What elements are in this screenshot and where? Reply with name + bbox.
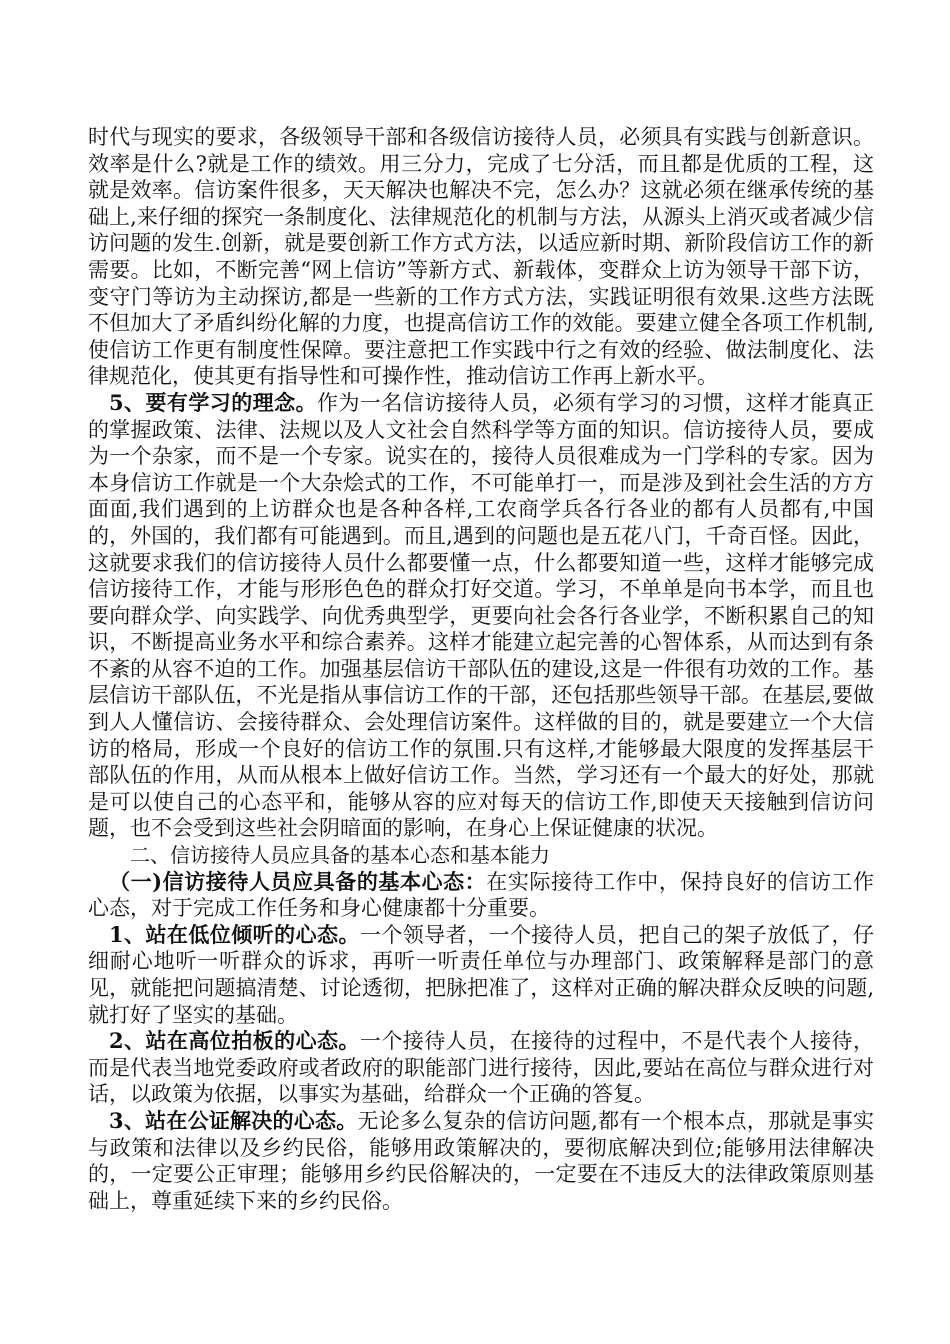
paragraph-high-position (88, 1028, 874, 1108)
paragraph-low-position-body: 一个领导者，一个接待人员，把自己的架子放低了，仔细耐心地听一听群众的诉求，再听一听责任单位与办理部门、政策解释是部门的意见，就能把问题搞清楚、讨论透彻，把脉把准了，这样对正确的解决群众反映的问题,就打好了坚实的基础。 (88, 922, 874, 1027)
paragraph-learning-lead: 5、要有学习的理念。 (109, 389, 318, 415)
paragraph-basic-mindset (88, 869, 874, 922)
paragraph-fair-resolution (88, 1108, 874, 1214)
paragraph-fair-resolution-lead: 3、站在公证解决的心态。 (109, 1107, 358, 1133)
paragraph-low-position-lead: 1、站在低位倾听的心态。 (109, 921, 360, 947)
document-page (88, 124, 874, 1214)
section-heading: 二、信访接待人员应具备的基本心态和基本能力 (130, 843, 550, 868)
paragraph-basic-mindset-lead: （一)信访接待人员应具备的基本心态： (109, 868, 487, 894)
paragraph-high-position-lead: 2、站在高位拍板的心态。 (109, 1028, 360, 1054)
paragraph-learning (88, 390, 874, 842)
paragraph-fair-resolution-body: 无论多么复杂的信访问题,都有一个根本点，那就是事实与政策和法律以及乡约民俗，能够用政策解决的，要彻底解决到位;能够用法律解决的，一定要公正审理；能够用乡约民俗解决的，一定要在不违反大的法律政策原则基础上，尊重延续下来的乡约民俗。 (88, 1108, 874, 1213)
paragraph-learning-body: 作为一名信访接待人员，必须有学习的习惯，这样才能真正的掌握政策、法律、法规以及人文社会自然科学等方面的知识。信访接待人员，要成为一个杂家，而不是一个专家。说实在的，接待人员很难成为一门学科的专家。因为本身信访工作就是一个大杂烩式的工作，不可能单打一，而是涉及到社会生活的方方面面,我们遇到的上访群众也是各种各样,工农商学兵各行各业的都有人员都有,中国的，外国的，我们都有可能遇到。而且,遇到的问题也是五花八门，千奇百怪。因此，这就要求我们的信访接待人员什么都要懂一点，什么都要知道一些，这样才能够完成信访接待工作，才能与形形色色的群众打好交道。学习，不单单是向书本学，而且也要向群众学、向实践学、向优秀典型学，更要向社会各行各业学，不断积累自己的知识，不断提高业务水平和综合素养。这样才能建立起完善的心智体系，从而达到有条不紊的从容不迫的工作。加强基层信访干部队伍的建设,这是一件很有功效的工作。基层信访干部队伍，不光是指从事信访工作的干部，还包括那些领导干部。在基层,要做到人人懂信访、会接待群众、会处理信访案件。这样做的目的，就是要建立一个大信访的格局，形成一个良好的信访工作的氛围.只有这样,才能够最大限度的发挥基层干部队伍的作用，从而从根本上做好信访工作。当然，学习还有一个最大的好处，那就是可以使自己的心态平和，能够从容的应对每天的信访工作,即使天天接触到信访问题，也不会受到这些社会阴暗面的影响，在身心上保证健康的状况。 (88, 390, 874, 841)
paragraph-innovation: 时代与现实的要求，各级领导干部和各级信访接待人员，必须具有实践与创新意识。效率是什么?就是工作的绩效。用三分力，完成了七分活，而且都是优质的工程，这就是效率。信访案件很多，天天解决也解决不完，怎么办？这就必须在继承传统的基础上,来仔细的探究一条制度化、法律规范化的机制与方法，从源头上消灭或者减少信访问题的发生.创新，就是要创新工作方式方法，以适应新时期、新阶段信访工作的新需要。比如，不断完善“网上信访”等新方式、新载体，变群众上访为领导干部下访，变守门等访为主动探访,都是一些新的工作方式方法，实践证明很有效果.这些方法既不但加大了矛盾纠纷化解的力度，也提高信访工作的效能。要建立健全各项工作机制,使信访工作更有制度性保障。要注意把工作实践中行之有效的经验、做法制度化、法律规范化，使其更有指导性和可操作性，推动信访工作再上新水平。 (88, 125, 874, 389)
paragraph-basic-mindset-body: 在实际接待工作中，保持良好的信访工作心态，对于完成工作任务和身心健康都十分重要。 (88, 869, 875, 921)
paragraph-low-position (88, 922, 874, 1028)
paragraph-high-position-body: 一个接待人员，在接待的过程中，不是代表个人接待，而是代表当地党委政府或者政府的职能部门进行接待，因此,要站在高位与群众进行对话，以政策为依据，以事实为基础，给群众一个正确的答复。 (88, 1029, 874, 1107)
